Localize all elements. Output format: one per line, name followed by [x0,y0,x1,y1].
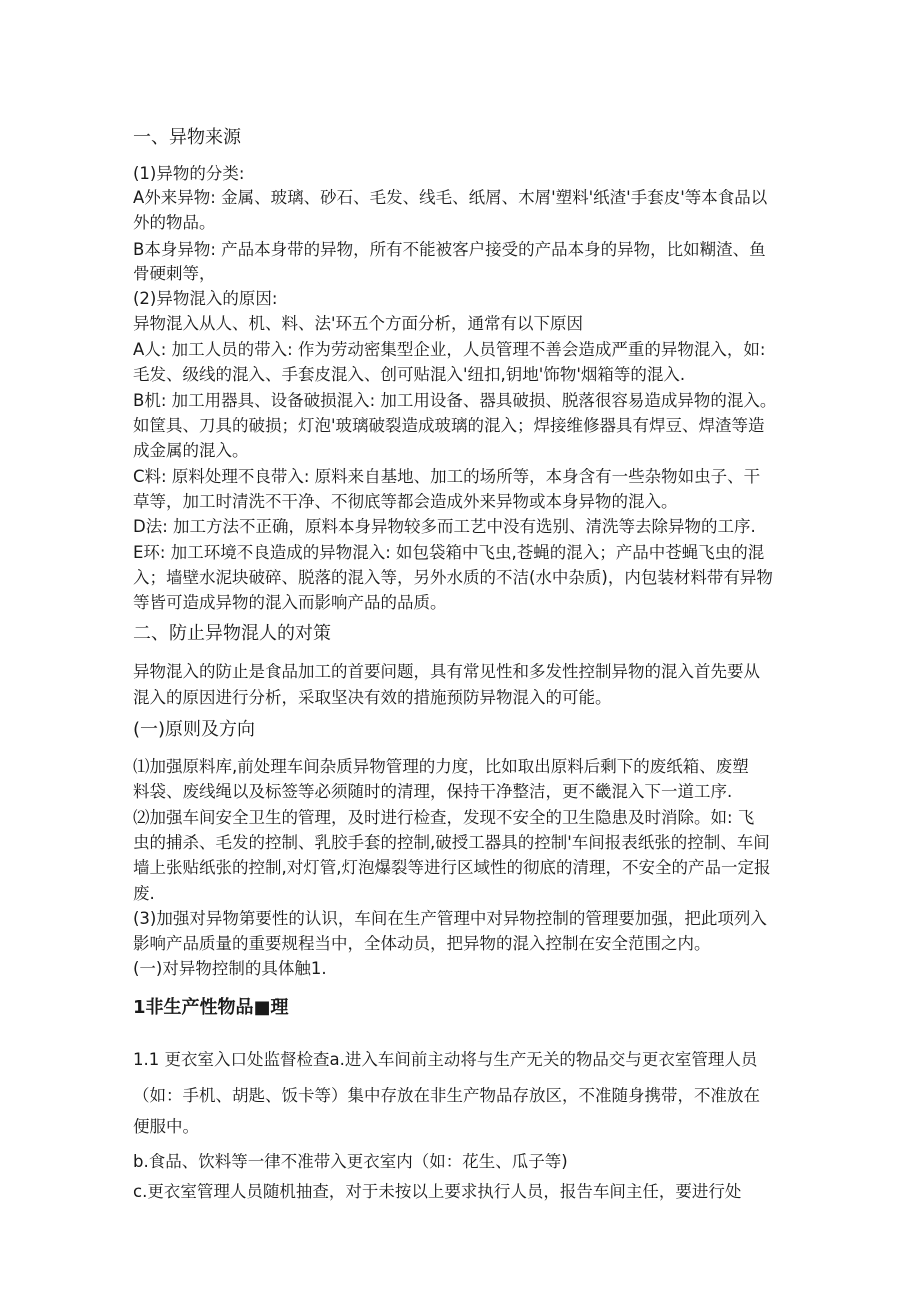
paragraph-line: 如筐具、刀具的破损；灯泡'玻璃破裂造成玻璃的混入；焊接维修器具有焊豆、焊渣等造 [133,416,765,435]
paragraph-line: c.更衣室管理人员随机抽查，对于未按以上要求执行人员，报告车间主任，要进行处 [133,1182,742,1201]
paragraph-line: 1.1 更衣室入口处监督检查a.进入车间前主动将与生产无关的物品交与更衣室管理人员 [133,1050,758,1069]
subsection-label: (2)异物混入的原因: [133,289,278,308]
paragraph-line: E环: 加工环境不良造成的异物混入: 如包袋箱中飞虫,苍蝇的混入；产品中苍蝇飞虫的混 [133,543,765,562]
paragraph-line: 入；墙壁水泥块破碎、脱落的混入等，另外水质的不洁(水中杂质)，内包装材料带有异物 [133,568,773,587]
paragraph-line: 异物混入从人、机、料、法'环五个方面分析，通常有以下原因 [133,314,584,333]
section-heading: 二、防止异物混人的对策 [133,623,331,644]
paragraph-line: 影响产品质量的重要规程当中，全体动员，把异物的混入控制在安全范围之内。 [133,934,711,953]
paragraph-line: (3)加强对异物第要性的认识，车间在生产管理中对异物控制的管理要加强，把此项列入 [133,909,767,928]
paragraph-line: （如：手机、胡匙、饭卡等）集中存放在非生产物品存放区，不准随身携带，不准放在 [133,1086,760,1105]
paragraph-line: 混入的原因进行分析，采取坚决有效的措施预防异物混入的可能。 [133,688,612,707]
paragraph-line: 等皆可造成异物的混入而影响产品的品质。 [133,593,447,612]
paragraph-line: 便服中。 [133,1117,199,1136]
subsection-heading: (一)对异物控制的具体触1. [133,959,327,978]
paragraph-line: 废. [133,884,155,903]
paragraph-line: 毛发、级线的混入、手套皮混入、创可贴混入'纽扣,钥地'饰物'烟箱等的混入. [133,365,686,384]
subsection-heading: (一)原则及方向 [133,719,256,740]
paragraph-line: 虫的捕杀、毛发的控制、乳胶手套的控制,破授工器具的控制'车间报表纸张的控制、车间 [133,833,770,852]
paragraph-line: A外来异物: 金属、玻璃、砂石、毛发、线毛、纸屑、木屑'塑料'纸渣'手套皮'等本食品以 [133,188,768,207]
paragraph-line: C料: 原料处理不良带入: 原料来自基地、加工的场所等，本身含有一些杂物如虫子、干 [133,467,761,486]
paragraph-line: ⑴加强原料库,前处理车间杂质异物管理的力度，比如取出原料后剩下的废纸箱、废塑 [133,757,749,776]
paragraph-line: b.食品、饮料等一律不准带入更衣室内（如：花生、瓜子等) [133,1152,568,1171]
paragraph-line: 料袋、废线绳以及标签等必须随时的清理，保持干净整洁，更不畿混入下一道工序. [133,782,733,801]
paragraph-line: 异物混入的防止是食品加工的首要问题，具有常见性和多发性控制异物的混入首先要从 [133,662,760,681]
paragraph-line: A人: 加工人员的带入: 作为劳动密集型企业，人员管理不善会造成严重的异物混入，如: [133,340,766,359]
subsection-label: (1)异物的分类: [133,164,245,183]
paragraph-line: 草等，加工时清洗不干净、不彻底等都会造成外来异物或本身异物的混入。 [133,492,678,511]
paragraph-line: 成金属的混入。 [133,441,249,460]
item-heading: 1非生产性物品■理 [133,997,289,1018]
paragraph-line: D法: 加工方法不正确，原料本身异物较多而工艺中没有选别、清洗等去除异物的工序. [133,517,756,536]
paragraph-line: ⑵加强车间安全卫生的管理，及时进行检查，发现不安全的卫生隐患及时消除。如: 飞 [133,808,755,827]
paragraph-line: 外的物品。 [133,213,216,232]
section-heading: 一、异物来源 [133,127,241,148]
paragraph-line: 骨硬刺等， [133,264,216,283]
paragraph-line: 墙上张贴纸张的控制,对灯管,灯泡爆裂等进行区域性的彻底的清理，不安全的产品一定报 [133,858,771,877]
paragraph-line: B机: 加工用器具、设备破损混入: 加工用设备、器具破损、脱落很容易造成异物的混入。 [133,391,777,410]
paragraph-line: B本身异物: 产品本身带的异物，所有不能被客户接受的产品本身的异物，比如糊渣、鱼 [133,240,766,259]
